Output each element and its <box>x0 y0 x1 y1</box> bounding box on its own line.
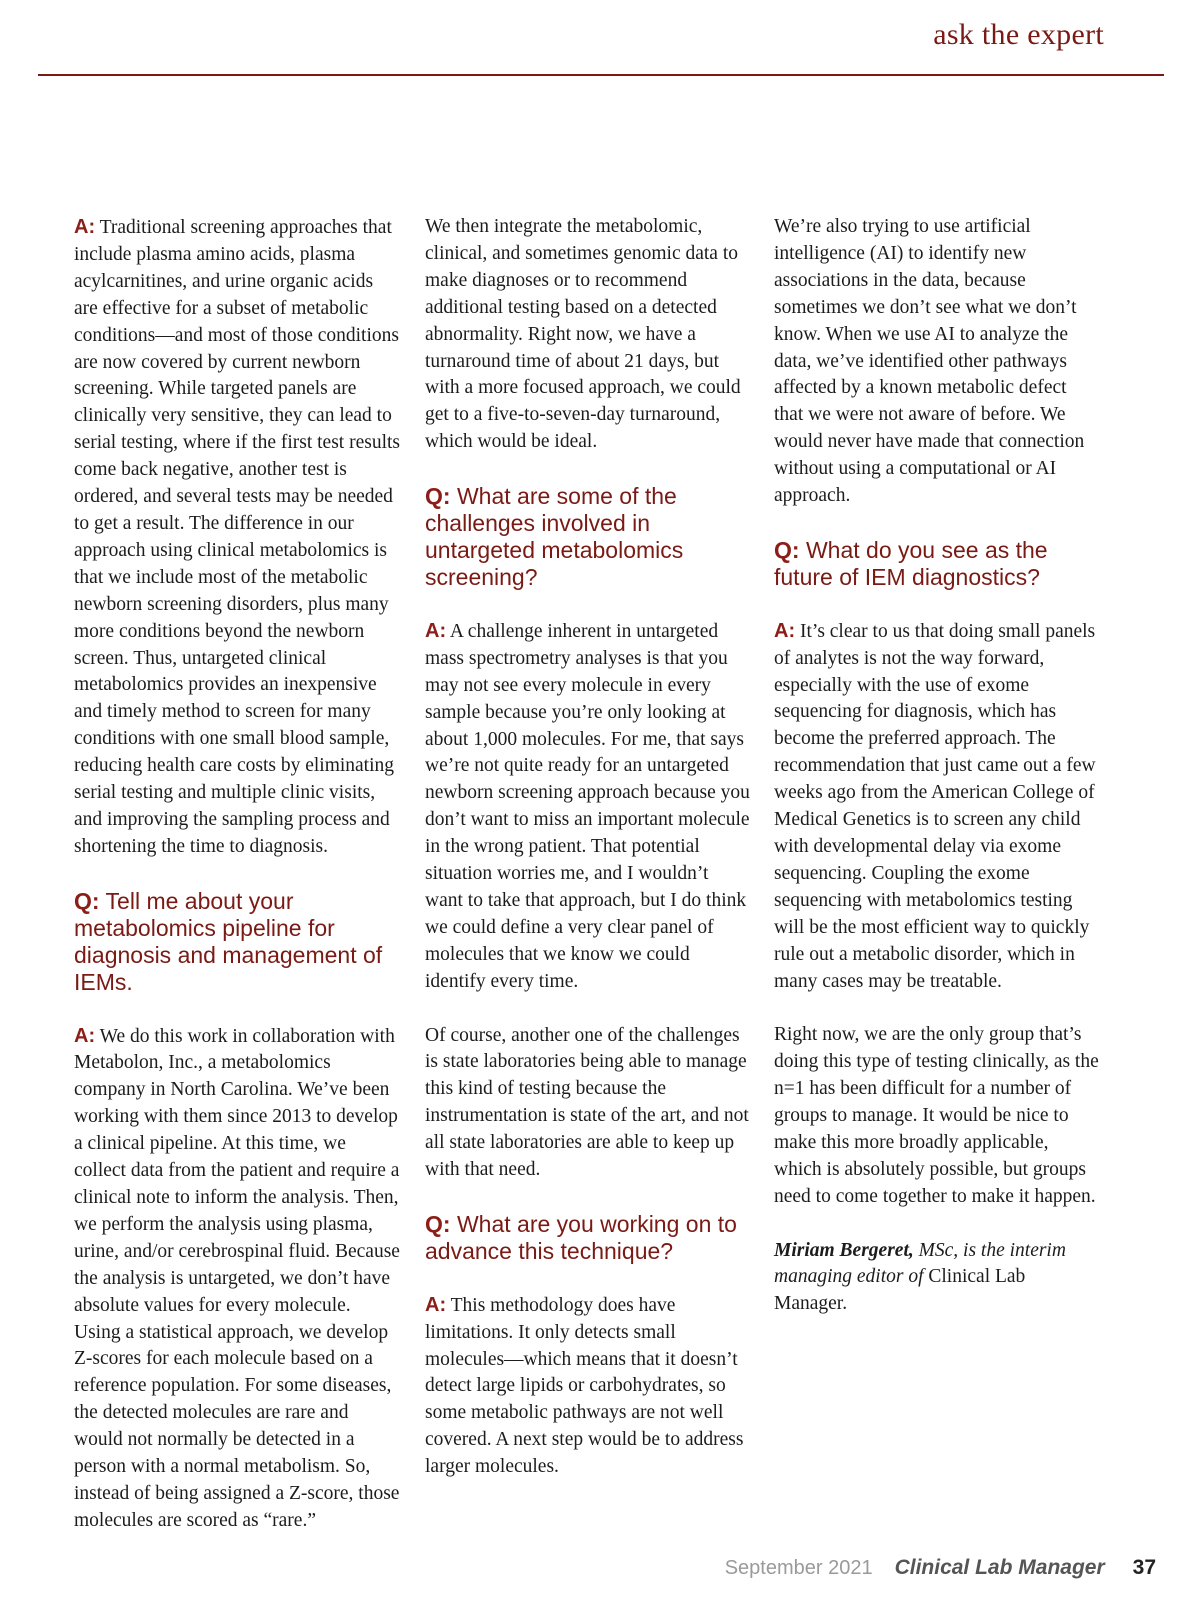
paragraph-4: Of course, another one of the challenges is state laboratories being able to manage this kind of testing because the instrumentation is state of the art, and not all state laboratories are able to keep up with that need. <box>425 1024 749 1181</box>
question-5 <box>774 537 1100 591</box>
answer-text: We do this work in collaboration with Metabolon, Inc., a metabolomics company in North Carolina. We’ve been working with them since 2013 to develop a clinical pipeline. At this time, we collect data from the patient and require a clinical note to inform the analysis. Then, we perform the analysis using plasma, urine, and/or cerebrospinal fluid. Because the analysis is untargeted, we don’t have absolute values for every molecule. Using a statistical approach, we develop Z-scores for each molecule based on a reference population. For some diseases, the detected molecules are rare and would not normally be detected in a person with a normal metabolism. So, instead of being assigned a Z-score, those molecules are scored as “rare.” <box>74 1025 400 1531</box>
answer-label: A: <box>74 1024 96 1047</box>
paragraph-3: We then integrate the metabolomic, clinical, and sometimes genomic data to make diagnoses or to recommend additional testing based on a detected abnormality. Right now, we have a turnaround time of about 21 days, but with a more focused approach, we could get to a five-to-seven-day turnaround, which would be ideal. <box>425 216 741 453</box>
answer-label: A: <box>774 619 796 642</box>
footer-magazine: Clinical Lab Manager <box>894 1556 1105 1579</box>
section-label: ask the expert <box>933 18 1104 51</box>
answer-1 <box>74 214 400 861</box>
question-label: Q: <box>425 483 451 510</box>
question-label: Q: <box>774 536 800 563</box>
question-text: What do you see as the future of IEM diagnostics? <box>774 536 1048 590</box>
page-number: 37 <box>1132 1556 1156 1579</box>
byline-name: Miriam Bergeret, <box>774 1239 914 1261</box>
question-3 <box>425 483 751 591</box>
answer-text: It’s clear to us that doing small panels of analytes is not the way forward, especially with the use of exome sequencing for diagnosis, which has become the preferred approach. The recommendation that just came out a few weeks ago from the American College of Medical Genetics is to screen any child with developmental delay via exome sequencing. Coupling the exome sequencing with metabolomics testing will be the most efficient way to quickly rule out a metabolic disorder, which in many cases may be treatable. <box>774 620 1096 992</box>
question-text: Tell me about your metabolomics pipeline for diagnosis and management of IEMs. <box>74 887 383 995</box>
answer-label: A: <box>74 216 96 238</box>
paragraph-6: Right now, we are the only group that’s doing this type of testing clinically, as the n=1 has been difficult for a number of groups to manage. It would be nice to make this more broadly applicable, which is absolutely possible, but groups need to come together to make it happen. <box>774 1024 1099 1207</box>
answer-3 <box>425 618 751 996</box>
column-2 <box>425 214 751 1508</box>
question-text: What are you working on to advance this technique? <box>425 1210 737 1264</box>
author-byline <box>774 1238 1100 1319</box>
byline-publication: Clinical Lab Manager. <box>774 1266 1026 1315</box>
question-text: What are some of the challenges involved in untargeted metabolomics screening? <box>425 483 684 591</box>
question-label: Q: <box>425 1210 451 1237</box>
paragraph-5: We’re also trying to use artificial intelligence (AI) to identify new associations in the data, because sometimes we don’t see what we don’t know. When we use AI to analyze the data, we’ve identified other pathways affected by a known metabolic defect that we were not aware of before. We would never have made that connection without using a computational or AI approach. <box>774 216 1085 507</box>
footer-date: September 2021 <box>724 1557 873 1579</box>
answer-text: This methodology does have limitations. It only detects small molecules—which means that it doesn’t detect large lipids or carbohydrates, so some metabolic pathways are not well covered. A next step would be to address larger molecules. <box>425 1294 744 1478</box>
answer-2 <box>74 1023 400 1535</box>
question-2 <box>74 888 400 996</box>
byline-role: MSc, is the interim managing editor of <box>774 1239 1066 1288</box>
header-rule <box>38 74 1164 76</box>
question-label: Q: <box>74 887 100 914</box>
answer-5 <box>774 618 1100 996</box>
answer-label: A: <box>425 619 447 642</box>
answer-text: Traditional screening approaches that include plasma amino acids, plasma acylcarnitines, and urine organic acids are effective for a subset of metabolic conditions—and most of those conditions are now covered by current newborn screening. While targeted panels are clinically very sensitive, they can lead to serial testing, where if the first test results come back negative, another test is ordered, and several tests may be needed to get a result. The difference in our approach using clinical metabolomics is that we include most of the metabolic newborn screening disorders, plus many more conditions beyond the newborn screen. Thus, untargeted clinical metabolomics provides an inexpensive and timely method to screen for many conditions with one small blood sample, reducing health care costs by eliminating serial testing and multiple clinic visits, and improving the sampling process and shortening the time to diagnosis. <box>74 217 400 857</box>
question-4 <box>425 1211 751 1265</box>
column-1 <box>74 214 400 1562</box>
answer-label: A: <box>425 1293 447 1316</box>
column-3 <box>774 214 1100 1345</box>
answer-4 <box>425 1292 751 1481</box>
answer-text: A challenge inherent in untargeted mass spectrometry analyses is that you may not see every molecule in every sample because you’re only looking at about 1,000 molecules. For me, that says we’re not quite ready for an untargeted newborn screening approach because you don’t want to miss an important molecule in the wrong patient. That potential situation worries me, and I wouldn’t want to take that approach, but I do think we could define a very clear panel of molecules that we know we could identify every time. <box>425 620 750 992</box>
page-footer <box>725 1556 1156 1580</box>
